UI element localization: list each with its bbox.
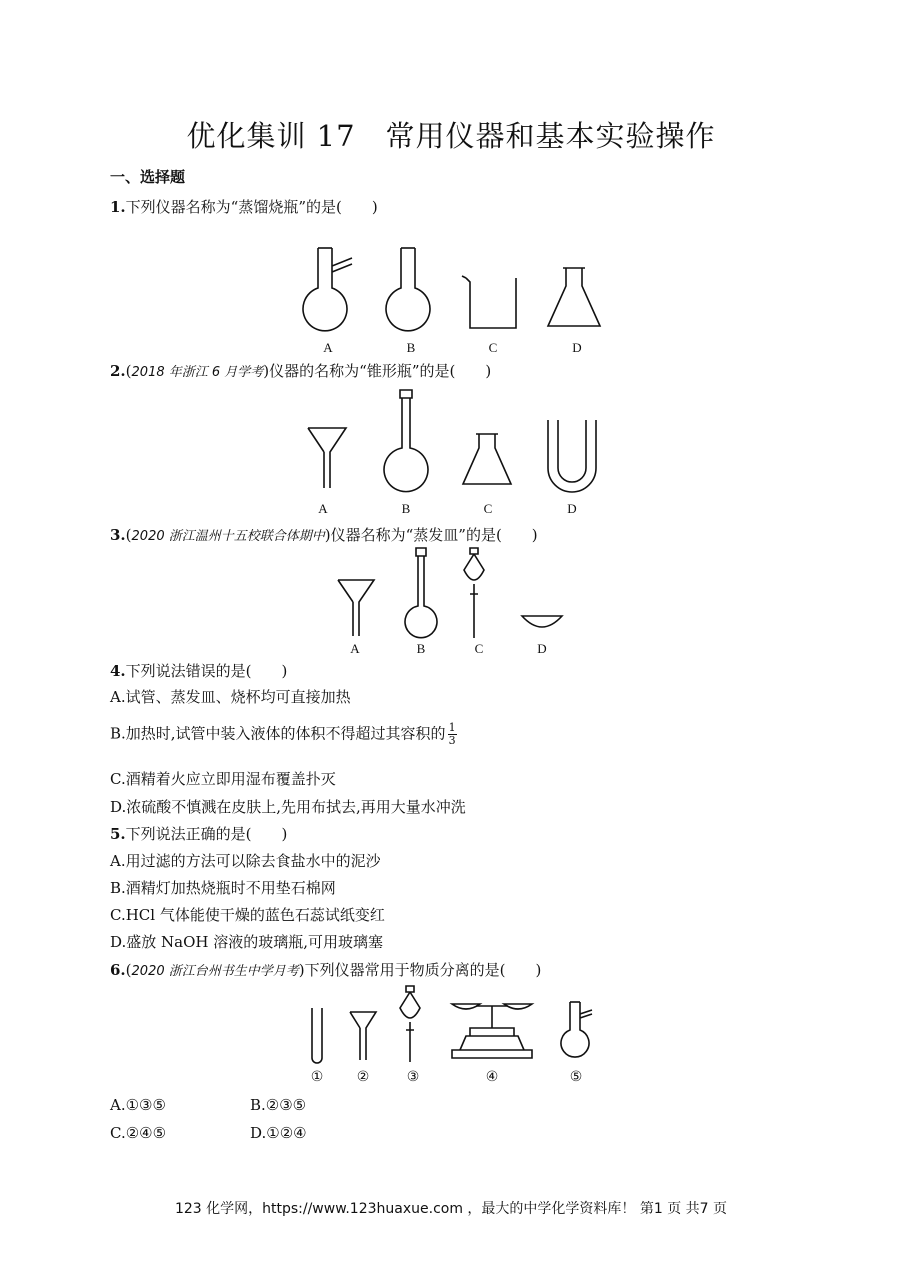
erlenmeyer-flask-icon [548,268,600,326]
question-3: 3.(2020 浙江温州十五校联合体期中)仪器名称为“蒸发皿”的是( ) [110,526,538,544]
option-d: D.浓硫酸不慎溅在皮肤上,先用布拭去,再用大量水冲洗 [110,798,466,816]
beaker-icon [462,276,516,328]
question-number: 6. [110,961,126,979]
option-c: C.②④⑤ [110,1124,167,1142]
option-label-c: C [483,501,493,516]
question-text: )仪器的名称为“锥形瓶”的是( ) [263,362,492,380]
funnel-icon [308,428,346,488]
q2-apparatus-figure [300,388,610,500]
separatory-funnel-icon [400,986,420,1062]
question-5 [110,823,287,844]
option-b: B.加热时,试管中装入液体的体积不得超过其容积的 $\frac{1}{3}$ [110,721,456,747]
evaporating-dish-icon [522,616,562,627]
erlenmeyer-flask-icon [463,434,511,484]
round-bottom-flask-icon [386,248,430,331]
test-tube-icon [312,1008,322,1063]
distilling-flask-icon [303,248,352,331]
apparatus-number-4: ④ [485,1069,499,1085]
question-text: )仪器名称为“蒸发皿”的是( ) [324,526,538,544]
q6-apparatus-figure [300,984,600,1068]
question-source: 2018 年浙江 6 月学考 [131,365,264,380]
option-label-b: B [416,641,426,656]
section-heading: 一、选择题 [110,168,186,186]
option-b: B.②③⑤ [250,1096,307,1114]
fraction: $\frac{1}{3}$ [448,721,456,747]
u-tube-icon [548,420,596,492]
option-label-b: B [406,340,416,355]
question-number: 2. [110,362,126,380]
option-label-d: D [572,340,582,355]
option-label-d: D [537,641,547,656]
option-label-a: A [323,340,333,355]
apparatus-number-3: ③ [406,1069,420,1085]
question-text: )下列仪器常用于物质分离的是( ) [298,961,542,979]
apparatus-number-5: ⑤ [569,1069,583,1085]
question-source: 2020 浙江温州十五校联合体期中 [131,529,325,544]
question-number: 3. [110,526,126,544]
apparatus-number-1: ① [310,1069,324,1085]
page-title: 优化集训 17 常用仪器和基本实验操作 [186,119,716,153]
question-text: 下列说法错误的是( ) [125,662,288,680]
question-text: 下列仪器名称为“蒸馏烧瓶”的是( ) [125,198,378,216]
option-label-a: A [318,501,328,516]
option-label-c: C [488,340,498,355]
balance-scale-icon [452,1004,532,1058]
volumetric-flask-icon [405,548,437,638]
option-label-c: C [474,641,484,656]
option-label-d: D [567,501,577,516]
option-b: B.酒精灯加热烧瓶时不用垫石棉网 [110,879,336,897]
question-4 [110,660,287,681]
option-a: A.用过滤的方法可以除去食盐水中的泥沙 [110,852,381,870]
question-text: 下列说法正确的是( ) [125,825,288,843]
separatory-funnel-icon [464,548,484,638]
funnel-icon [350,1012,376,1060]
option-a: A.试管、蒸发皿、烧杯均可直接加热 [110,688,351,706]
funnel-icon [338,580,374,636]
option-label-a: A [350,641,360,656]
option-d: D.盛放 NaOH 溶液的玻璃瓶,可用玻璃塞 [110,933,384,951]
option-label-b: B [401,501,411,516]
question-number: 4. [110,662,126,680]
option-c: C.HCl 气体能使干燥的蓝色石蕊试纸变红 [110,906,385,924]
question-2: 2.(2018 年浙江 6 月学考)仪器的名称为“锥形瓶”的是( ) [110,362,492,380]
question-6: 6.(2020 浙江台州书生中学月考)下列仪器常用于物质分离的是( ) [110,961,542,979]
option-c: C.酒精着火应立即用湿布覆盖扑灭 [110,770,336,788]
page-footer: 123 化学网，https://www.123huaxue.com ，最大的中学化学资料库！ 第1 页 共7 页 [174,1201,728,1217]
question-number: 1. [110,198,126,216]
q3-apparatus-figure [330,548,570,640]
question-number: 5. [110,825,126,843]
option-a: A.①③⑤ [110,1096,166,1114]
question-1 [110,196,378,217]
volumetric-flask-icon [384,390,428,492]
question-source: 2020 浙江台州书生中学月考 [131,964,299,979]
apparatus-number-2: ② [356,1069,370,1085]
distilling-flask-icon [561,1002,592,1057]
q1-apparatus-figure [290,240,620,340]
option-d: D.①②④ [250,1124,307,1142]
